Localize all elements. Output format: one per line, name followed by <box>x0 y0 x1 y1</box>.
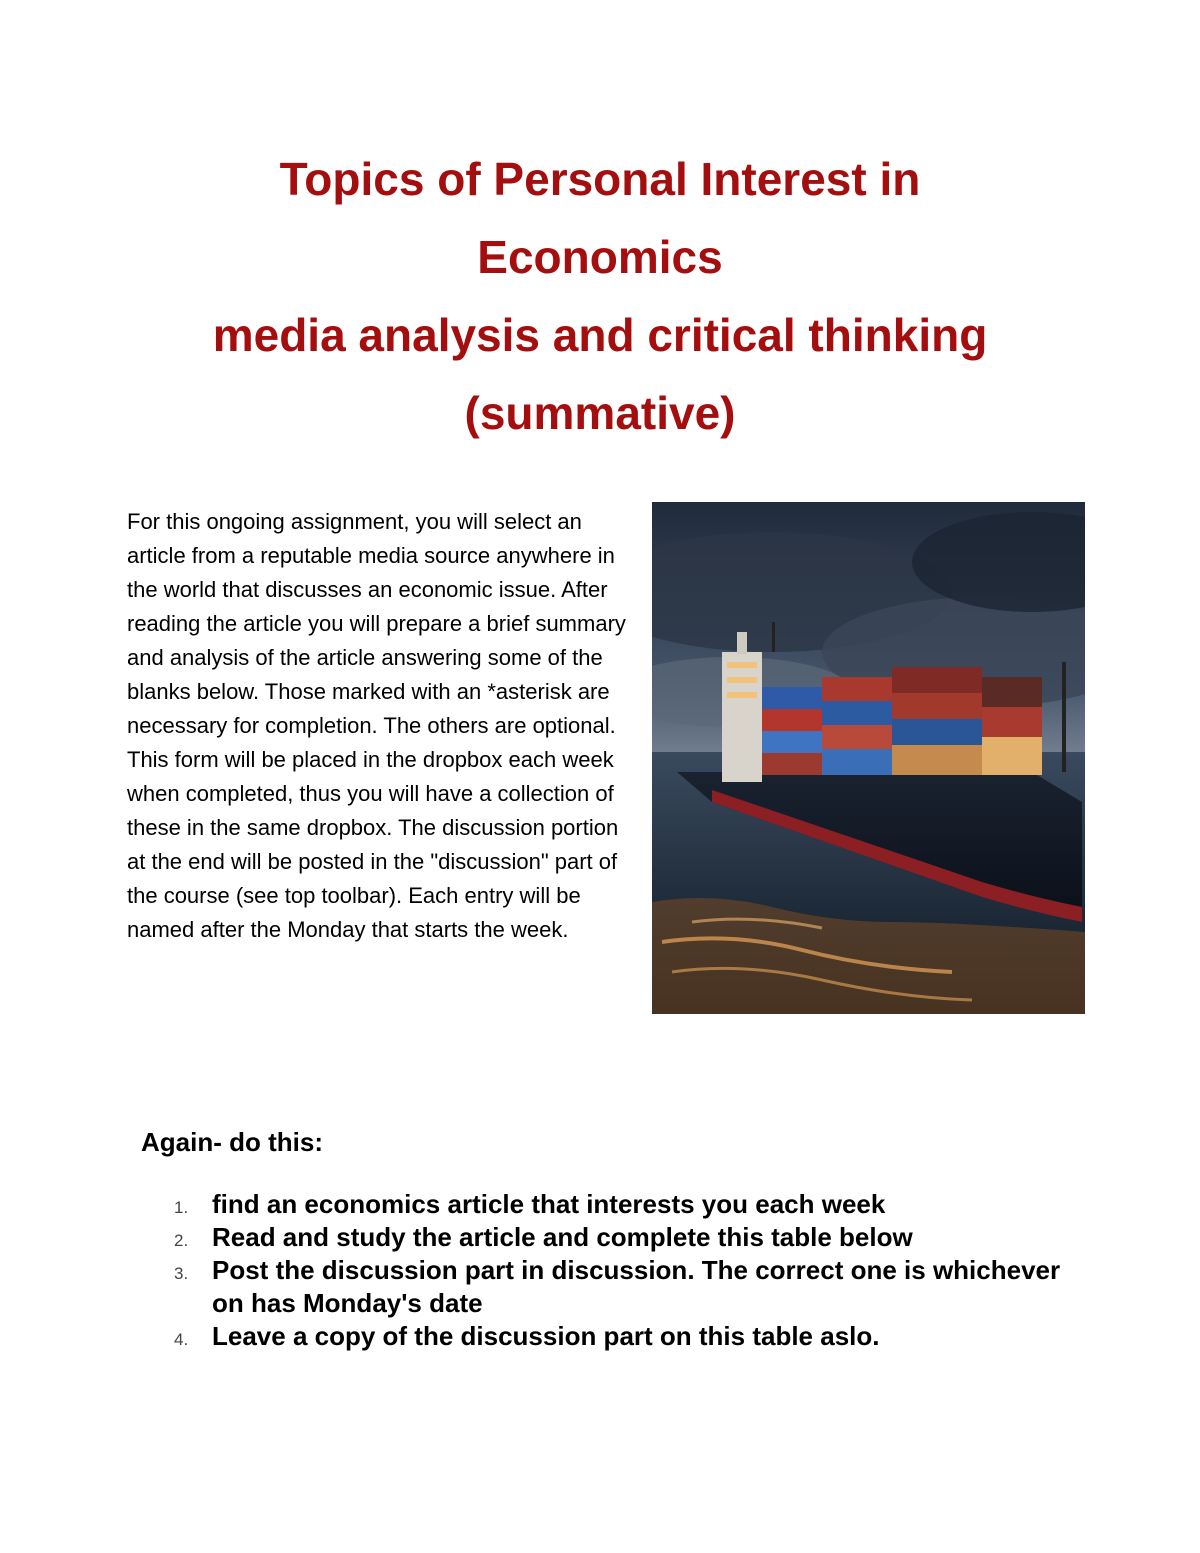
list-item-text: find an economics article that interests you each week <box>212 1189 886 1219</box>
title-line-4: (summative) <box>464 387 736 439</box>
list-item <box>170 1320 1070 1353</box>
list-item-text: Read and study the article and complete this table below <box>212 1222 913 1252</box>
title-line-1: Topics of Personal Interest in <box>279 153 921 205</box>
list-item-text: Leave a copy of the discussion part on this table aslo. <box>212 1321 880 1351</box>
list-number: 2. <box>174 1231 189 1250</box>
title-line-2: Economics <box>477 231 723 283</box>
list-item <box>170 1188 1070 1221</box>
list-number: 1. <box>174 1198 189 1217</box>
page-title <box>60 140 1140 452</box>
list-number: 3. <box>174 1264 189 1283</box>
list-item <box>170 1221 1070 1254</box>
title-line-3: media analysis and critical thinking <box>212 309 988 361</box>
container-ship-image <box>652 502 1085 1014</box>
again-heading: Again- do this: <box>141 1127 323 1157</box>
intro-paragraph: For this ongoing assignment, you will select an article from a reputable media source anywhere in the world that discusses an economic issue. After reading the article you will prepare a brief summary and analysis of the article answering some of the blanks below. Those marked with an *asterisk are necessary for completion. The others are optional. This form will be placed in the dropbox each week when completed, thus you will have a collection of these in the same dropbox. The discussion portion at the end will be posted in the "discussion" part of the course (see top toolbar). Each entry will be named after the Monday that starts the week. <box>127 509 626 942</box>
steps-list <box>170 1188 1070 1353</box>
list-number: 4. <box>174 1330 189 1349</box>
list-item <box>170 1254 1070 1320</box>
list-item-text: Post the discussion part in discussion. The correct one is whichever on has Monday's date <box>212 1255 1061 1318</box>
